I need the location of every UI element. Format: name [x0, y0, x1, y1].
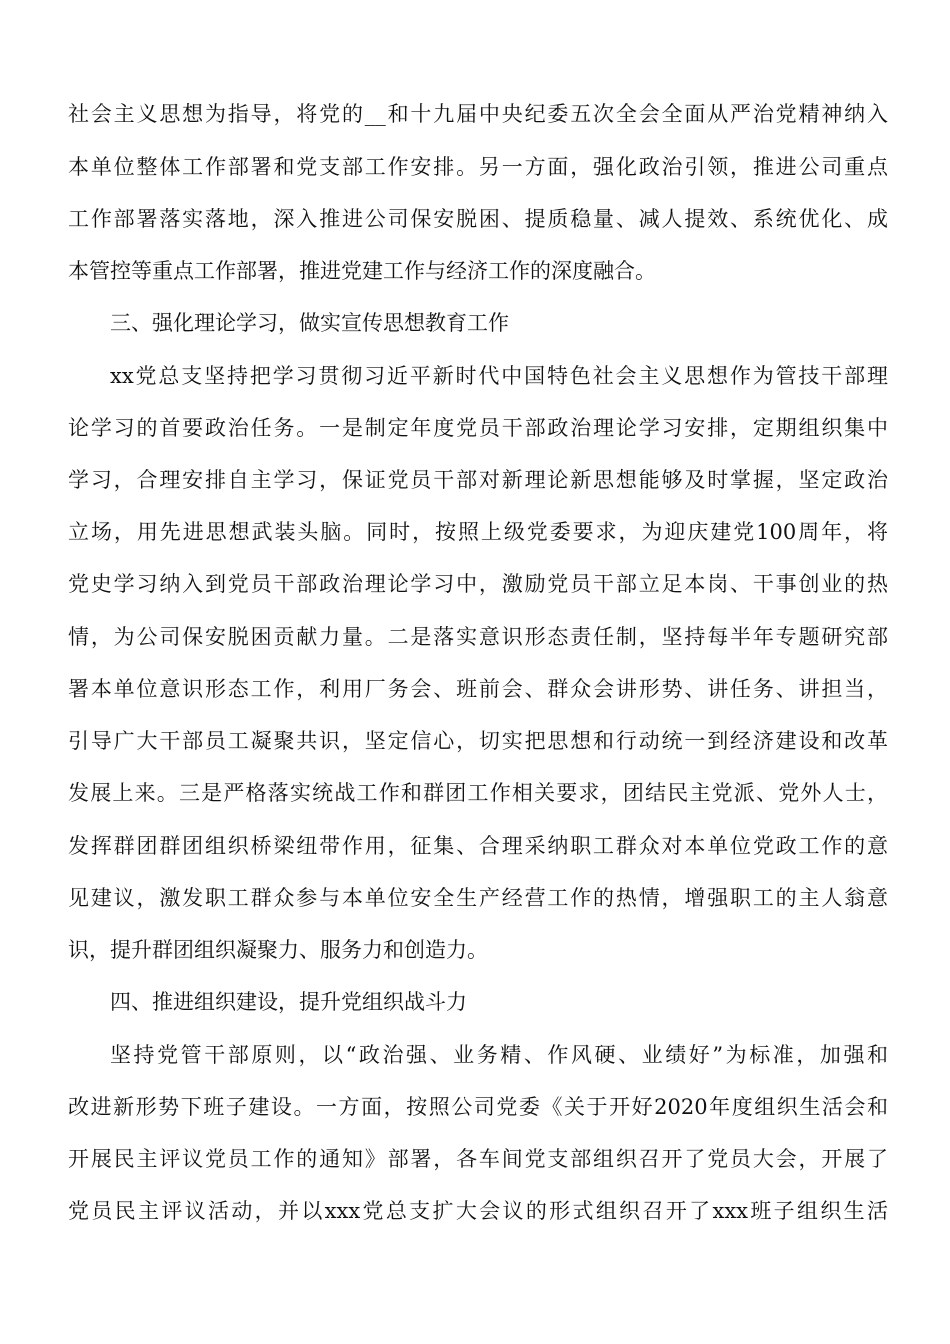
paragraph-line: 本管控等重点工作部署，推进党建工作与经济工作的深度融合。 [68, 259, 656, 283]
paragraph-line: 署本单位意识形态工作，利用厂务会、班前会、群众会讲形势、讲任务、讲担当， [68, 677, 888, 701]
paragraph-line: 识，提升群团组织凝聚力、服务力和创造力。 [68, 938, 488, 962]
paragraph-line: 坚持党管干部原则，以“政治强、业务精、作风硬、业绩好”为标准，加强和 [110, 1043, 888, 1067]
section-heading: 四、推进组织建设，提升党组织战斗力 [110, 990, 467, 1014]
paragraph-line: 立场，用先进思想武装头脑。同时，按照上级党委要求，为迎庆建党100周年，将 [68, 520, 888, 544]
section-heading: 三、强化理论学习，做实宣传思想教育工作 [110, 311, 509, 335]
paragraph-line: 党史学习纳入到党员干部政治理论学习中，激励党员干部立足本岗、干事创业的热 [68, 572, 888, 596]
paragraph-line: 发展上来。三是严格落实统战工作和群团工作相关要求，团结民主党派、党外人士， [68, 781, 888, 805]
paragraph-line: 开展民主评议党员工作的通知》部署，各车间党支部组织召开了党员大会，开展了 [68, 1147, 888, 1171]
paragraph-line: 见建议，激发职工群众参与本单位安全生产经营工作的热情，增强职工的主人翁意 [68, 886, 888, 910]
paragraph-line: 党员民主评议活动，并以xxx党总支扩大会议的形式组织召开了xxx班子组织生活 [68, 1199, 888, 1223]
paragraph-line: 情，为公司保安脱困贡献力量。二是落实意识形态责任制，坚持每半年专题研究部 [68, 625, 888, 649]
paragraph-line: 引导广大干部员工凝聚共识，坚定信心，切实把思想和行动统一到经济建设和改革 [68, 729, 888, 753]
paragraph-line: xx党总支坚持把学习贯彻习近平新时代中国特色社会主义思想作为管技干部理 [110, 364, 888, 388]
paragraph-line: 社会主义思想为指导，将党的__和十九届中央纪委五次全会全面从严治党精神纳入 [68, 102, 888, 126]
paragraph-line: 论学习的首要政治任务。一是制定年度党员干部政治理论学习安排，定期组织集中 [68, 416, 888, 440]
paragraph-line: 本单位整体工作部署和党支部工作安排。另一方面，强化政治引领，推进公司重点 [68, 155, 888, 179]
paragraph-line: 工作部署落实落地，深入推进公司保安脱困、提质稳量、减人提效、系统优化、成 [68, 207, 888, 231]
paragraph-line: 学习，合理安排自主学习，保证党员干部对新理论新思想能够及时掌握，坚定政治 [68, 468, 888, 492]
paragraph-line: 发挥群团群团组织桥梁纽带作用，征集、合理采纳职工群众对本单位党政工作的意 [68, 834, 888, 858]
paragraph-line: 改进新形势下班子建设。一方面，按照公司党委《关于开好2020年度组织生活会和 [68, 1095, 888, 1119]
